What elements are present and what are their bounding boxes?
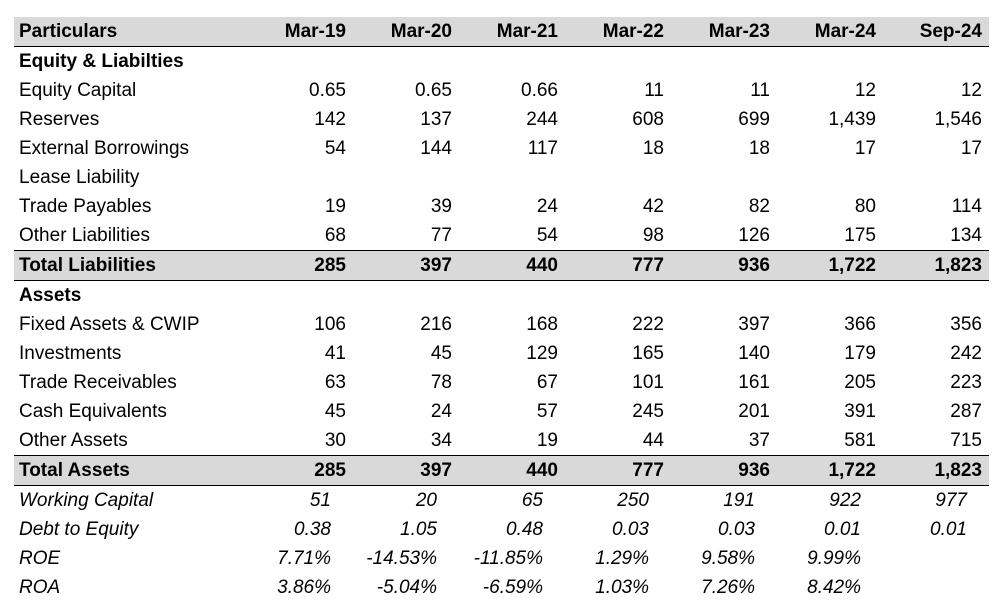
cell-value: -11.85% <box>473 548 543 569</box>
cell-value: 39 <box>430 196 452 217</box>
cell-value: 24 <box>430 401 452 422</box>
table-row <box>14 163 989 192</box>
cell-value: 222 <box>632 314 664 335</box>
cell-value: 54 <box>324 138 346 159</box>
cell-value: 19 <box>324 196 346 217</box>
cell-value <box>883 544 989 573</box>
cell-value <box>353 163 459 192</box>
row-label: External Borrowings <box>19 138 190 159</box>
cell-value: 287 <box>950 401 982 422</box>
cell-value: 98 <box>642 225 664 246</box>
table-row <box>14 310 989 339</box>
cell-value: 11 <box>750 80 770 101</box>
cell-value: 7.26% <box>701 577 755 598</box>
cell-value <box>883 281 989 311</box>
cell-value: 391 <box>844 401 876 422</box>
table-row <box>14 368 989 397</box>
cell-value <box>565 281 671 311</box>
cell-value: 1,439 <box>828 109 876 130</box>
cell-value: 285 <box>247 251 353 281</box>
cell-value: 699 <box>738 109 770 130</box>
cell-value <box>565 47 671 77</box>
cell-value <box>353 281 459 311</box>
row-label: Total Assets <box>14 456 247 486</box>
cell-value: 1.05 <box>400 519 437 540</box>
row-label: Equity Capital <box>19 80 137 101</box>
row-label: Other Liabilities <box>19 225 150 246</box>
cell-value: 397 <box>353 251 459 281</box>
cell-value: -5.04% <box>376 577 437 598</box>
cell-value <box>671 281 777 311</box>
cell-value: 77 <box>430 225 452 246</box>
cell-value: 12 <box>854 80 876 101</box>
table-body <box>14 47 989 603</box>
cell-value: 45 <box>430 343 452 364</box>
cell-value: 51 <box>309 490 331 511</box>
row-label: Debt to Equity <box>19 519 139 540</box>
total-row <box>14 251 989 281</box>
row-label: Total Liabilities <box>14 251 247 281</box>
cell-value: 67 <box>536 372 558 393</box>
cell-value: 137 <box>420 109 452 130</box>
cell-value: 201 <box>738 401 770 422</box>
cell-value: 142 <box>314 109 346 130</box>
table-row <box>14 573 989 602</box>
cell-value: 54 <box>536 225 558 246</box>
cell-value: 777 <box>565 456 671 486</box>
cell-value: 78 <box>430 372 452 393</box>
cell-value: 117 <box>527 138 558 159</box>
column-header-mar-20: Mar-20 <box>353 17 459 47</box>
cell-value: 140 <box>738 343 770 364</box>
cell-value: 922 <box>829 490 861 511</box>
cell-value: 440 <box>459 456 565 486</box>
column-header-mar-23: Mar-23 <box>671 17 777 47</box>
section-header-row <box>14 281 989 311</box>
cell-value: 3.86% <box>277 577 331 598</box>
row-label: Lease Liability <box>19 167 140 188</box>
column-header-particulars: Particulars <box>14 17 247 47</box>
cell-value: 244 <box>526 109 558 130</box>
cell-value: 397 <box>738 314 770 335</box>
cell-value: 285 <box>247 456 353 486</box>
table-row <box>14 426 989 456</box>
cell-value: 9.99% <box>807 548 861 569</box>
cell-value: 223 <box>950 372 982 393</box>
table-row <box>14 486 989 516</box>
cell-value: 366 <box>844 314 876 335</box>
cell-value: 65 <box>521 490 543 511</box>
cell-value: 30 <box>324 430 346 451</box>
cell-value: 0.01 <box>930 519 967 540</box>
cell-value <box>459 281 565 311</box>
cell-value: 1,823 <box>883 251 989 281</box>
cell-value: 175 <box>844 225 876 246</box>
cell-value: 242 <box>950 343 982 364</box>
cell-value: 936 <box>671 456 777 486</box>
table-row <box>14 192 989 221</box>
cell-value: 8.42% <box>807 577 861 598</box>
cell-value: 1,722 <box>777 456 883 486</box>
table-row <box>14 221 989 251</box>
cell-value: 68 <box>324 225 346 246</box>
cell-value: 12 <box>960 80 982 101</box>
cell-value: -14.53% <box>366 548 437 569</box>
cell-value: 37 <box>748 430 770 451</box>
table-row <box>14 544 989 573</box>
cell-value: 191 <box>723 490 755 511</box>
cell-value: 1,546 <box>934 109 982 130</box>
column-header-mar-21: Mar-21 <box>459 17 565 47</box>
cell-value: 24 <box>536 196 558 217</box>
table-row <box>14 515 989 544</box>
cell-value: 17 <box>960 138 982 159</box>
cell-value: 0.65 <box>415 80 452 101</box>
cell-value: 129 <box>526 343 558 364</box>
cell-value: 63 <box>324 372 346 393</box>
cell-value: 0.03 <box>718 519 755 540</box>
total-row <box>14 456 989 486</box>
cell-value: 114 <box>951 196 982 217</box>
cell-value: 1.29% <box>595 548 649 569</box>
cell-value: 34 <box>430 430 452 451</box>
balance-sheet-table <box>14 17 989 602</box>
cell-value: 777 <box>565 251 671 281</box>
cell-value: 82 <box>748 196 770 217</box>
column-header-mar-19: Mar-19 <box>247 17 353 47</box>
cell-value <box>777 281 883 311</box>
row-label: Trade Receivables <box>19 372 177 393</box>
cell-value: 0.01 <box>824 519 861 540</box>
cell-value: -6.59% <box>482 577 543 598</box>
cell-value: 17 <box>854 138 876 159</box>
cell-value <box>247 47 353 77</box>
cell-value: 42 <box>642 196 664 217</box>
cell-value: 44 <box>642 430 664 451</box>
row-label: ROE <box>19 548 61 569</box>
cell-value <box>671 47 777 77</box>
row-label: Fixed Assets & CWIP <box>19 314 200 335</box>
cell-value: 0.66 <box>521 80 558 101</box>
column-header-mar-24: Mar-24 <box>777 17 883 47</box>
cell-value: 41 <box>324 343 346 364</box>
cell-value <box>883 47 989 77</box>
cell-value <box>883 573 989 602</box>
row-label: Assets <box>19 285 82 306</box>
cell-value: 20 <box>415 490 437 511</box>
cell-value: 9.58% <box>701 548 755 569</box>
cell-value: 80 <box>854 196 876 217</box>
table-row <box>14 397 989 426</box>
cell-value <box>459 163 565 192</box>
cell-value: 19 <box>536 430 558 451</box>
row-label: Other Assets <box>19 430 128 451</box>
cell-value: 936 <box>671 251 777 281</box>
cell-value: 1.03% <box>595 577 649 598</box>
cell-value <box>247 281 353 311</box>
row-label: Investments <box>19 343 122 364</box>
cell-value: 126 <box>738 225 770 246</box>
cell-value <box>671 163 777 192</box>
table-row <box>14 339 989 368</box>
cell-value: 57 <box>536 401 558 422</box>
section-header-row <box>14 47 989 77</box>
cell-value: 179 <box>844 343 876 364</box>
cell-value <box>247 163 353 192</box>
table-row <box>14 105 989 134</box>
cell-value: 250 <box>617 490 649 511</box>
row-label: Equity & Liabilties <box>19 51 184 72</box>
cell-value <box>883 163 989 192</box>
cell-value: 0.03 <box>612 519 649 540</box>
cell-value: 581 <box>844 430 876 451</box>
cell-value: 161 <box>738 372 770 393</box>
cell-value: 18 <box>642 138 664 159</box>
cell-value: 0.48 <box>506 519 543 540</box>
cell-value: 216 <box>420 314 452 335</box>
row-label: ROA <box>19 577 61 598</box>
cell-value: 45 <box>324 401 346 422</box>
cell-value: 11 <box>644 80 664 101</box>
table-row <box>14 76 989 105</box>
cell-value <box>459 47 565 77</box>
cell-value: 1,823 <box>883 456 989 486</box>
cell-value: 168 <box>526 314 558 335</box>
cell-value: 134 <box>950 225 982 246</box>
cell-value: 106 <box>314 314 346 335</box>
cell-value <box>777 47 883 77</box>
cell-value: 101 <box>632 372 664 393</box>
row-label: Cash Equivalents <box>19 401 167 422</box>
cell-value: 205 <box>844 372 876 393</box>
cell-value: 144 <box>420 138 452 159</box>
cell-value: 245 <box>632 401 664 422</box>
cell-value: 165 <box>632 343 664 364</box>
cell-value <box>777 163 883 192</box>
row-label: Trade Payables <box>19 196 152 217</box>
cell-value: 715 <box>950 430 982 451</box>
cell-value: 0.65 <box>309 80 346 101</box>
cell-value: 7.71% <box>277 548 331 569</box>
row-label: Reserves <box>19 109 100 130</box>
cell-value: 1,722 <box>777 251 883 281</box>
column-header-sep-24: Sep-24 <box>883 17 989 47</box>
cell-value: 0.38 <box>294 519 331 540</box>
cell-value: 440 <box>459 251 565 281</box>
cell-value: 397 <box>353 456 459 486</box>
cell-value: 18 <box>748 138 770 159</box>
column-header-mar-22: Mar-22 <box>565 17 671 47</box>
cell-value <box>565 163 671 192</box>
table-row <box>14 134 989 163</box>
cell-value <box>353 47 459 77</box>
cell-value: 608 <box>632 109 664 130</box>
header-row <box>14 17 989 47</box>
cell-value: 356 <box>950 314 982 335</box>
cell-value: 977 <box>935 490 967 511</box>
row-label: Working Capital <box>19 490 154 511</box>
